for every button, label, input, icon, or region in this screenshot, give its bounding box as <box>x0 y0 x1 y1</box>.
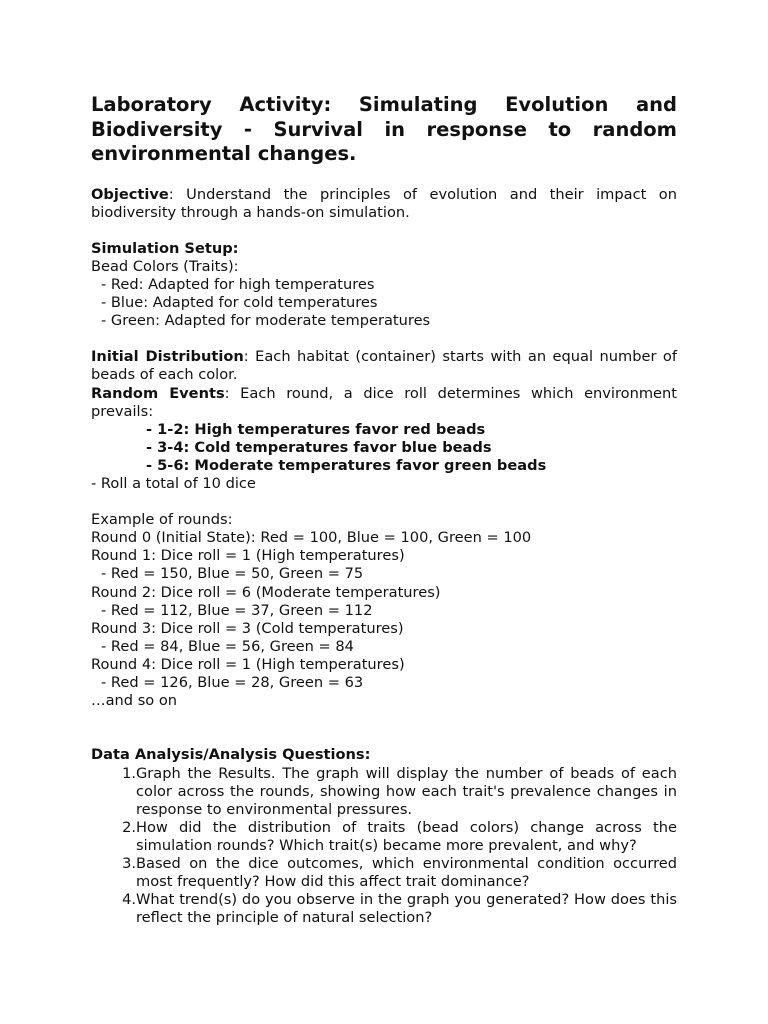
round-counts: - Red = 150, Blue = 50, Green = 75 <box>101 565 364 583</box>
roll-total: - Roll a total of 10 dice <box>91 475 256 492</box>
initial-distribution-label: Initial Distribution <box>91 348 244 366</box>
setup-heading: Simulation Setup: <box>91 239 239 257</box>
initial-distribution-paragraph <box>91 348 677 384</box>
outcome-green: - 5-6: Moderate temperatures favor green beads <box>146 456 547 474</box>
question-number: 1. <box>122 764 136 782</box>
trait-red: - Red: Adapted for high temperatures <box>101 275 375 293</box>
round-line: Round 0 (Initial State): Red = 100, Blue = 100, Green = 100 <box>91 529 532 547</box>
document-page <box>91 93 677 927</box>
analysis-heading: Data Analysis/Analysis Questions: <box>91 746 371 764</box>
question-number: 2. <box>122 818 136 836</box>
trait-blue: - Blue: Adapted for cold temperatures <box>101 294 378 312</box>
list-item <box>91 891 677 927</box>
document-title: Laboratory Activity: Simulating Evolution and Biodiversity - Survival in response to random environmental changes. <box>91 93 677 165</box>
spacer <box>91 330 677 348</box>
round-counts: - Red = 126, Blue = 28, Green = 63 <box>101 674 364 692</box>
round-counts: - Red = 112, Blue = 37, Green = 112 <box>101 601 373 619</box>
round-line: Round 2: Dice roll = 6 (Moderate temperatures) <box>91 583 441 601</box>
question-text: Graph the Results. The graph will display the number of beads of each color across the rounds, showing how each trait's prevalence changes in response to environmental pressures. <box>136 764 677 818</box>
spacer <box>91 710 677 728</box>
question-text: What trend(s) do you observe in the graph you generated? How does this reflect the principle of natural selection? <box>136 891 677 927</box>
bead-colors-label: Bead Colors (Traits): <box>91 257 239 275</box>
question-text: How did the distribution of traits (bead colors) change across the simulation rounds? Which trait(s) became more prevalent, and why? <box>136 818 677 854</box>
objective-text: : Understand the principles of evolution and their impact on biodiversity through a hands-on simulation. <box>91 185 677 221</box>
outcome-blue: - 3-4: Cold temperatures favor blue beads <box>146 438 492 456</box>
round-line: Round 3: Dice roll = 3 (Cold temperatures) <box>91 619 404 637</box>
spacer <box>91 493 677 511</box>
list-item <box>91 855 677 891</box>
round-counts: - Red = 84, Blue = 56, Green = 84 <box>101 637 354 655</box>
initial-distribution-text: : Each habitat (container) starts with an equal number of beads of each color. <box>91 348 677 384</box>
question-text: Based on the dice outcomes, which environmental condition occurred most frequently? How did this affect trait dominance? <box>136 854 677 891</box>
question-number: 3. <box>122 854 136 872</box>
analysis-questions-list <box>91 765 677 928</box>
question-number: 4. <box>122 891 136 909</box>
trait-green: - Green: Adapted for moderate temperatures <box>101 312 431 330</box>
random-events-text: : Each round, a dice roll determines which environment prevails: <box>91 384 678 420</box>
random-events-label: Random Events <box>91 384 225 402</box>
spacer <box>91 222 677 240</box>
spacer <box>91 728 677 746</box>
example-ending: …and so on <box>91 692 178 710</box>
round-line: Round 1: Dice roll = 1 (High temperatures) <box>91 547 405 565</box>
objective-paragraph <box>91 186 677 222</box>
list-item <box>91 765 677 819</box>
list-item <box>91 819 677 855</box>
outcome-red: - 1-2: High temperatures favor red beads <box>146 420 486 438</box>
example-heading: Example of rounds: <box>91 511 233 529</box>
random-events-paragraph <box>91 385 677 421</box>
objective-label: Objective <box>91 185 169 203</box>
round-line: Round 4: Dice roll = 1 (High temperatures) <box>91 655 405 673</box>
